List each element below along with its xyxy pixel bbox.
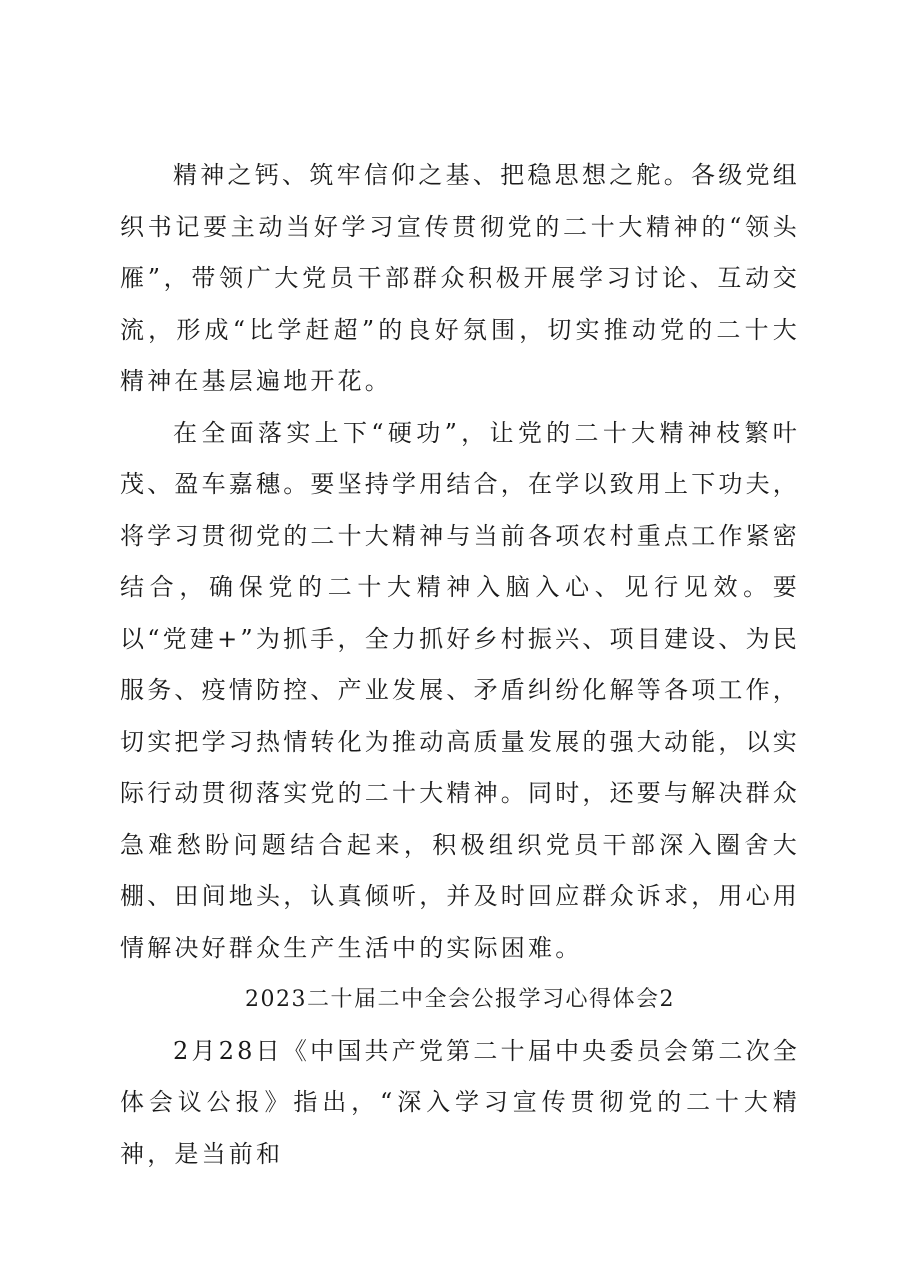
body-paragraph-3: 2月28日《中国共产党第二十届中央委员会第二次全体会议公报》指出，“深入学习宣传贯彻党的二十大精神，是当前和 [120,1036,800,1168]
body-paragraph-1: 精神之钙、筑牢信仰之基、把稳思想之舵。各级党组织书记要主动当好学习宣传贯彻党的二十大精神的“领头雁”，带领广大党员干部群众积极开展学习讨论、互动交流，形成“比学赶超”的良好氛围，切实推动党的二十大精神在基层遍地开花。 [120,161,800,395]
section-heading: 2023二十届二中全会公报学习心得体会2 [245,987,675,1012]
document-body [120,150,800,1180]
body-paragraph-2: 在全面落实上下“硬功”，让党的二十大精神枝繁叶茂、盈车嘉穗。要坚持学用结合，在学以致用上下功夫，将学习贯彻党的二十大精神与当前各项农村重点工作紧密结合，确保党的二十大精神入脑入心、见行见效。要以“党建+”为抓手，全力抓好乡村振兴、项目建设、为民服务、疫情防控、产业发展、矛盾纠纷化解等各项工作，切实把学习热情转化为推动高质量发展的强大动能，以实际行动贯彻落实党的二十大精神。同时，还要与解决群众急难愁盼问题结合起来，积极组织党员干部深入圈舍大棚、田间地头，认真倾听，并及时回应群众诉求，用心用情解决好群众生产生活中的实际困难。 [120,418,800,962]
